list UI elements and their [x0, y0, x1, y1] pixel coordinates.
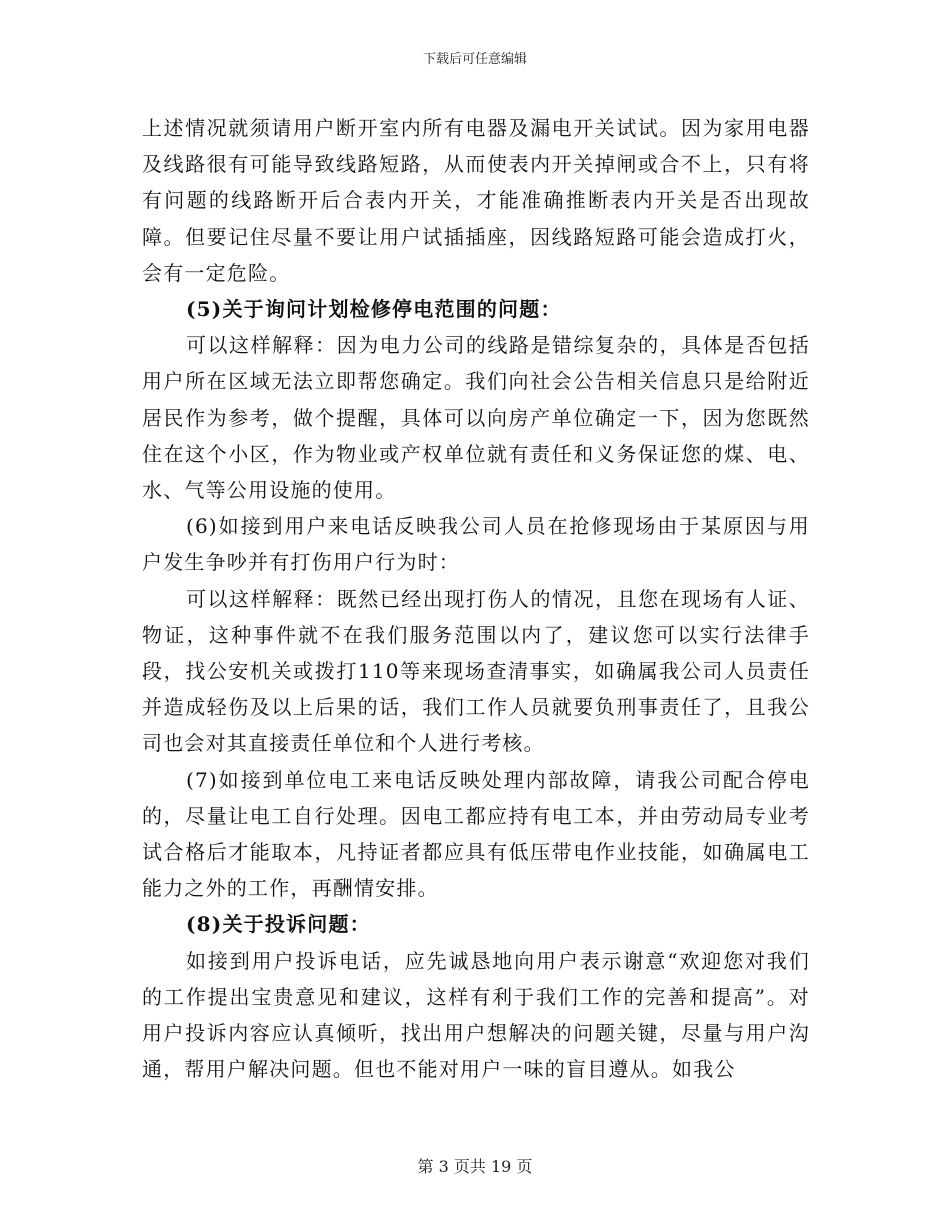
- page-header: 下载后可任意编辑: [422, 52, 527, 67]
- paragraph: 可以这样解释：既然已经出现打伤人的情况，且您在现场有人证、物证，这种事件就不在我们服务范围以内了，建议您可以实行法律手段，找公安机关或拨打110等来现场查清事实，如确属我公司人员责任并造成轻伤及以上后果的话，我们工作人员就要负刑事责任了，且我公司也会对其直接责任单位和个人进行考核。: [142, 586, 810, 756]
- paragraph: 可以这样解释：因为电力公司的线路是错综复杂的，具体是否包括用户所在区域无法立即帮您确定。我们向社会公告相关信息只是给附近居民作为参考，做个提醒，具体可以向房产单位确定一下，因为您既然住在这个小区，作为物业或产权单位就有责任和义务保证您的煤、电、水、气等公用设施的使用。: [142, 333, 810, 503]
- section-heading: (5)关于询问计划检修停电范围的问题：: [186, 297, 562, 322]
- paragraph: 上述情况就须请用户断开室内所有电器及漏电开关试试。因为家用电器及线路很有可能导致线路短路，从而使表内开关掉闸或合不上，只有将有问题的线路断开后合表内开关，才能准确推断表内开关是否出现故障。但要记住尽量不要让用户试插插座，因线路短路可能会造成打火，会有一定危险。: [142, 116, 810, 285]
- page-number: 第 3 页共 19 页: [417, 1157, 533, 1176]
- paragraph: (7)如接到单位电工来电话反映处理内部故障，请我公司配合停电的，尽量让电工自行处理。因电工都应持有电工本，并由劳动局专业考试合格后才能取本，凡持证者都应具有低压带电作业技能，如确属电工能力之外的工作，再酬情安排。: [142, 767, 810, 901]
- document-body: [142, 110, 810, 1087]
- section-heading: (8)关于投诉问题：: [186, 912, 371, 937]
- paragraph: 如接到用户投诉电话，应先诚恳地向用户表示谢意“欢迎您对我们的工作提出宝贵意见和建议，这样有利于我们工作的完善和提高”。对用户投诉内容应认真倾听，找出用户想解决的问题关键，尽量与用户沟通，帮用户解决问题。但也不能对用户一味的盲目遵从。如我公: [142, 948, 810, 1082]
- paragraph: (6)如接到用户来电话反映我公司人员在抢修现场由于某原因与用户发生争吵并有打伤用户行为时：: [142, 514, 810, 575]
